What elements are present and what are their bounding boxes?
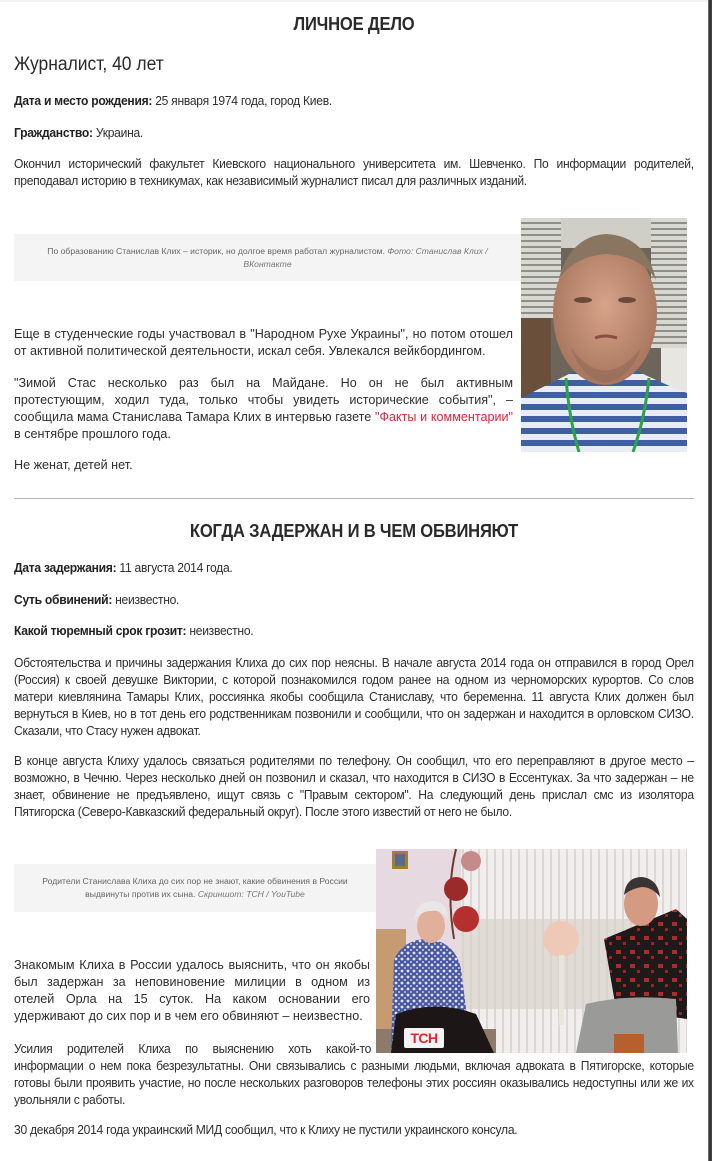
- citizenship-label: Гражданство:: [14, 125, 93, 140]
- photo-credit: Скриншот: ТСН / YouTube: [197, 889, 305, 899]
- arrest-date-value: 11 августа 2014 года.: [116, 560, 233, 575]
- arrest-date-label: Дата задержания:: [14, 560, 117, 575]
- photo-caption: [14, 234, 521, 281]
- parents-image: [376, 849, 687, 1053]
- facts-and-comments-link[interactable]: "Факты и комментарии": [374, 410, 513, 424]
- efforts-first-line: Усилия родителей Клиха по выяснению хоть какой-то: [14, 1041, 372, 1056]
- portrait-image: [521, 218, 687, 452]
- tsn-logo-badge: ТСН: [404, 1028, 444, 1048]
- section-divider: [14, 498, 694, 499]
- photo-credit: Фото: Станислав Клих / ВКонтакте: [243, 245, 488, 269]
- photo-caption: [14, 864, 376, 912]
- caption-text: По образованию Станислав Клих – историк, но долгое время работал журналистом.: [47, 245, 385, 256]
- quote-text-end: в сентябре прошлого года.: [14, 427, 171, 441]
- acquaintances-paragraph: Знакомым Клиха в России удалось выяснить, что он якобы был задержан за неповиновение милиции в одном из отелей Орла на 15 суток. На каком основании его удерживают до сих пор и в чем его обвиняют – неизвестно.: [14, 958, 370, 1023]
- section-title: ЛИЧНОЕ ДЕЛО: [293, 14, 415, 34]
- profession-subtitle: Журналист, 40 лет: [14, 54, 164, 75]
- efforts-rest: информации о нем пока безрезультатны. Они связывались с разными людьми, включая адвоката в Пятигорске, которые готовы были проявить участие, но после нескольких разговоров телефоны этих россиян оказывались недоступны или же их увольняли с работы.: [14, 1058, 694, 1107]
- caption-text: Родители Станислава Клиха до сих пор не знают, какие обвинения в России выдвинуты против их сына.: [42, 876, 348, 899]
- quote-text: "Зимой Стас несколько раз был на Майдане. Но он не был активным протестующим, ходил туда, только чтобы увидеть исторические события", – сообщила мама Станислава Тамара Клих в интервью газете: [14, 376, 513, 424]
- end-of-august-paragraph: В конце августа Клиху удалось связаться родителями по телефону. Он сообщил, что его переправляют в другое место – возможно, в Чечню. Через несколько дней он позвонил и сказал, что находится в СИЗО в Ессентуках. За что задержан – не знает, обвинение не предъявлено, ищут связь с "Правым сектором". На следующий день прислал смс из изолятора Пятигорска (Северо-Кавказский федеральный округ). После этого известий от него не было.: [14, 753, 694, 819]
- charges-info: [14, 591, 694, 608]
- prison-term-info: [14, 622, 694, 639]
- parents-video-screenshot[interactable]: [376, 849, 687, 1053]
- section-title: КОГДА ЗАДЕРЖАН И В ЧЕМ ОБВИНЯЮТ: [189, 521, 519, 541]
- prison-term-label: Какой тюремный срок грозит:: [14, 623, 187, 638]
- quote-paragraph: [14, 375, 513, 443]
- student-years-paragraph: Еще в студенческие годы участвовал в "Народном Рухе Украины", но потом отошел от активной политической деятельности, искал себя. Увлекался вейкбордингом.: [14, 327, 513, 358]
- charges-label: Суть обвинений:: [14, 592, 113, 607]
- window-edge: [708, 0, 712, 1161]
- birth-info: [14, 92, 694, 109]
- citizenship-info: [14, 124, 694, 141]
- citizenship-value: Украина.: [92, 125, 144, 140]
- consul-paragraph: 30 декабря 2014 года украинский МИД сообщил, что к Клиху не пустили украинского консула.: [14, 1122, 518, 1137]
- circumstances-paragraph: Обстоятельства и причины задержания Клиха до сих пор неясны. В начале августа 2014 года он отправился в город Орел (Россия) к своей девушке Виктории, с которой познакомился годом ранее на одном из черноморских курортов. Со слов матери киевлянина Тамары Клих, россиянка якобы сообщила Станиславу, что беременна. 11 августа Клих должен был вернуться в Киев, но в тот день его родственникам позвонили и сообщили, что он задержан и находится в орловском СИЗО. Сказали, что Стасу нужен адвокат.: [14, 655, 694, 738]
- arrest-date-info: [14, 559, 694, 576]
- portrait-photo[interactable]: [521, 218, 687, 452]
- birth-value: 25 января 1974 года, город Киев.: [152, 93, 332, 108]
- charges-value: неизвестно.: [112, 592, 180, 607]
- education-paragraph: Окончил исторический факультет Киевского национального университета им. Шевченко. По информации родителей, преподавал историю в техникумах, как независимый журналист писал для различных изданий.: [14, 156, 694, 188]
- prison-term-value: неизвестно.: [186, 623, 254, 638]
- birth-label: Дата и место рождения:: [14, 93, 153, 108]
- family-paragraph: Не женат, детей нет.: [14, 458, 133, 472]
